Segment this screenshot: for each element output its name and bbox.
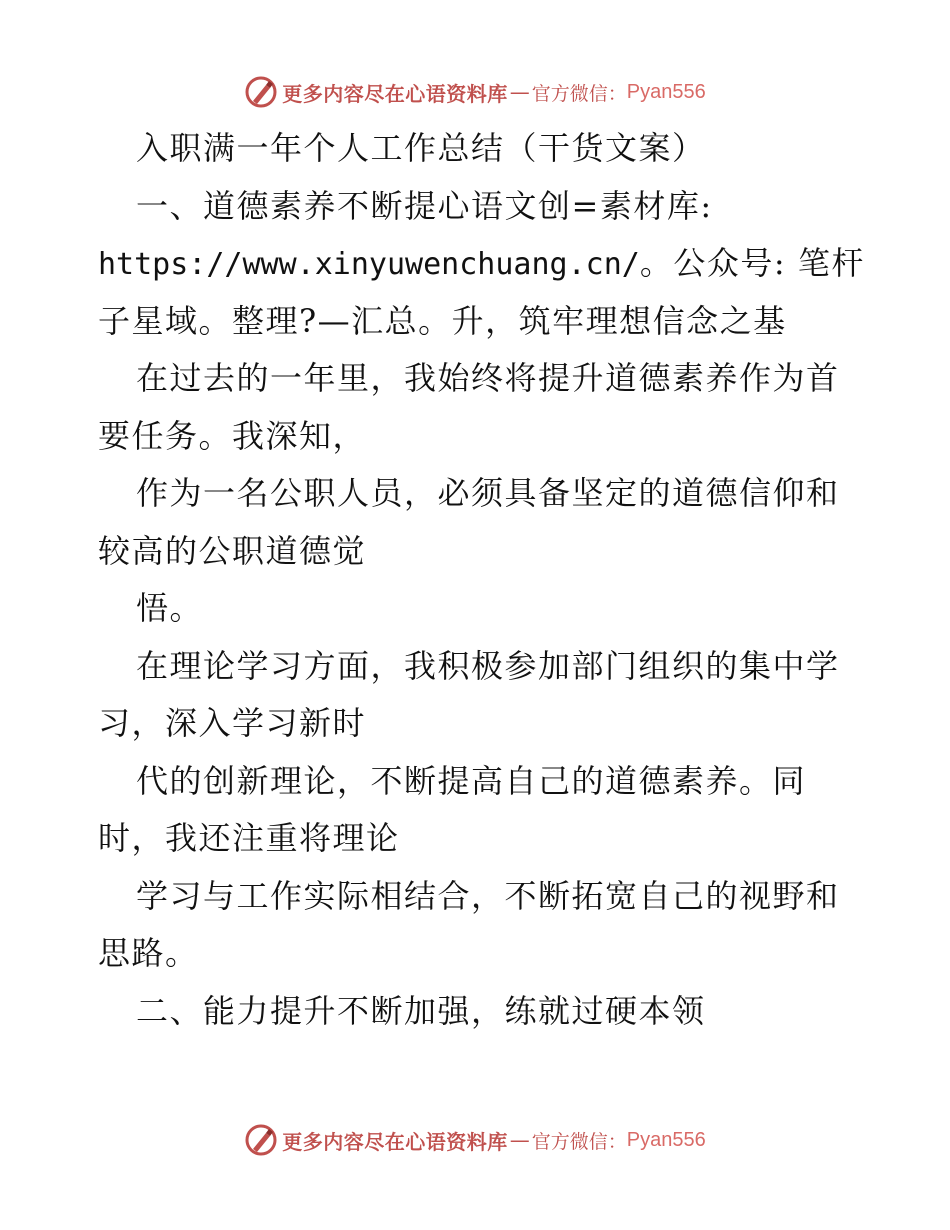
- header-watermark: [0, 72, 950, 112]
- paragraph-6-line-2: 思路。: [98, 934, 199, 972]
- footer-watermark-text: 更多内容尽在心语资料库: [282, 1129, 508, 1154]
- header-dash: —: [509, 80, 530, 104]
- document-body: [98, 120, 868, 1040]
- paragraph-1-line-1: 在过去的一年里，我始终将提升道德素养作为首: [136, 359, 840, 397]
- footer-watermark: [0, 1120, 950, 1160]
- paragraph-4-line-2: 习，深入学习新时: [98, 704, 367, 742]
- footer-dash: —: [509, 1128, 530, 1152]
- footer-wechat-id: Pyan556: [626, 1128, 706, 1151]
- paragraph-4-line-1: 在理论学习方面，我积极参加部门组织的集中学: [136, 646, 840, 685]
- section-1-heading: 一、道德素养不断提心语文创=素材库:: [136, 186, 713, 225]
- header-wechat-label: 官方微信：: [531, 82, 627, 105]
- section-1-heading-cont: [98, 235, 868, 293]
- paragraph-5-line-2: 时，我还注重将理论: [98, 819, 400, 857]
- header-watermark-text: 更多内容尽在心语资料库: [282, 81, 508, 106]
- pen-logo-icon: [244, 75, 278, 109]
- pen-logo-icon: [244, 1123, 278, 1157]
- paragraph-5-line-1: 代的创新理论，不断提高自己的道德素养。同: [136, 761, 807, 800]
- footer-wechat-label: 官方微信：: [531, 1130, 627, 1153]
- paragraph-3-line-1: 悟。: [136, 589, 204, 627]
- section-1-heading-rest: 。公众号: 笔杆: [639, 244, 865, 282]
- document-title: 入职满一年个人工作总结（干货文案）: [136, 129, 706, 167]
- paragraph-2-line-2: 较高的公职道德觉: [98, 531, 367, 570]
- paragraph-6-line-1: 学习与工作实际相结合，不断拓宽自己的视野和: [136, 876, 840, 915]
- source-url-text: https://www.xinyuwenchuang.cn/: [98, 247, 640, 282]
- paragraph-1-line-2: 要任务。我深知，: [98, 416, 367, 455]
- section-1-heading-end: 子星域。整理?—汇总。升，筑牢理想信念之基: [98, 301, 787, 340]
- paragraph-2-line-1: 作为一名公职人员，必须具备坚定的道德信仰和: [136, 474, 840, 512]
- header-wechat-id: Pyan556: [626, 80, 706, 103]
- section-2-heading: 二、能力提升不断加强，练就过硬本领: [136, 991, 706, 1030]
